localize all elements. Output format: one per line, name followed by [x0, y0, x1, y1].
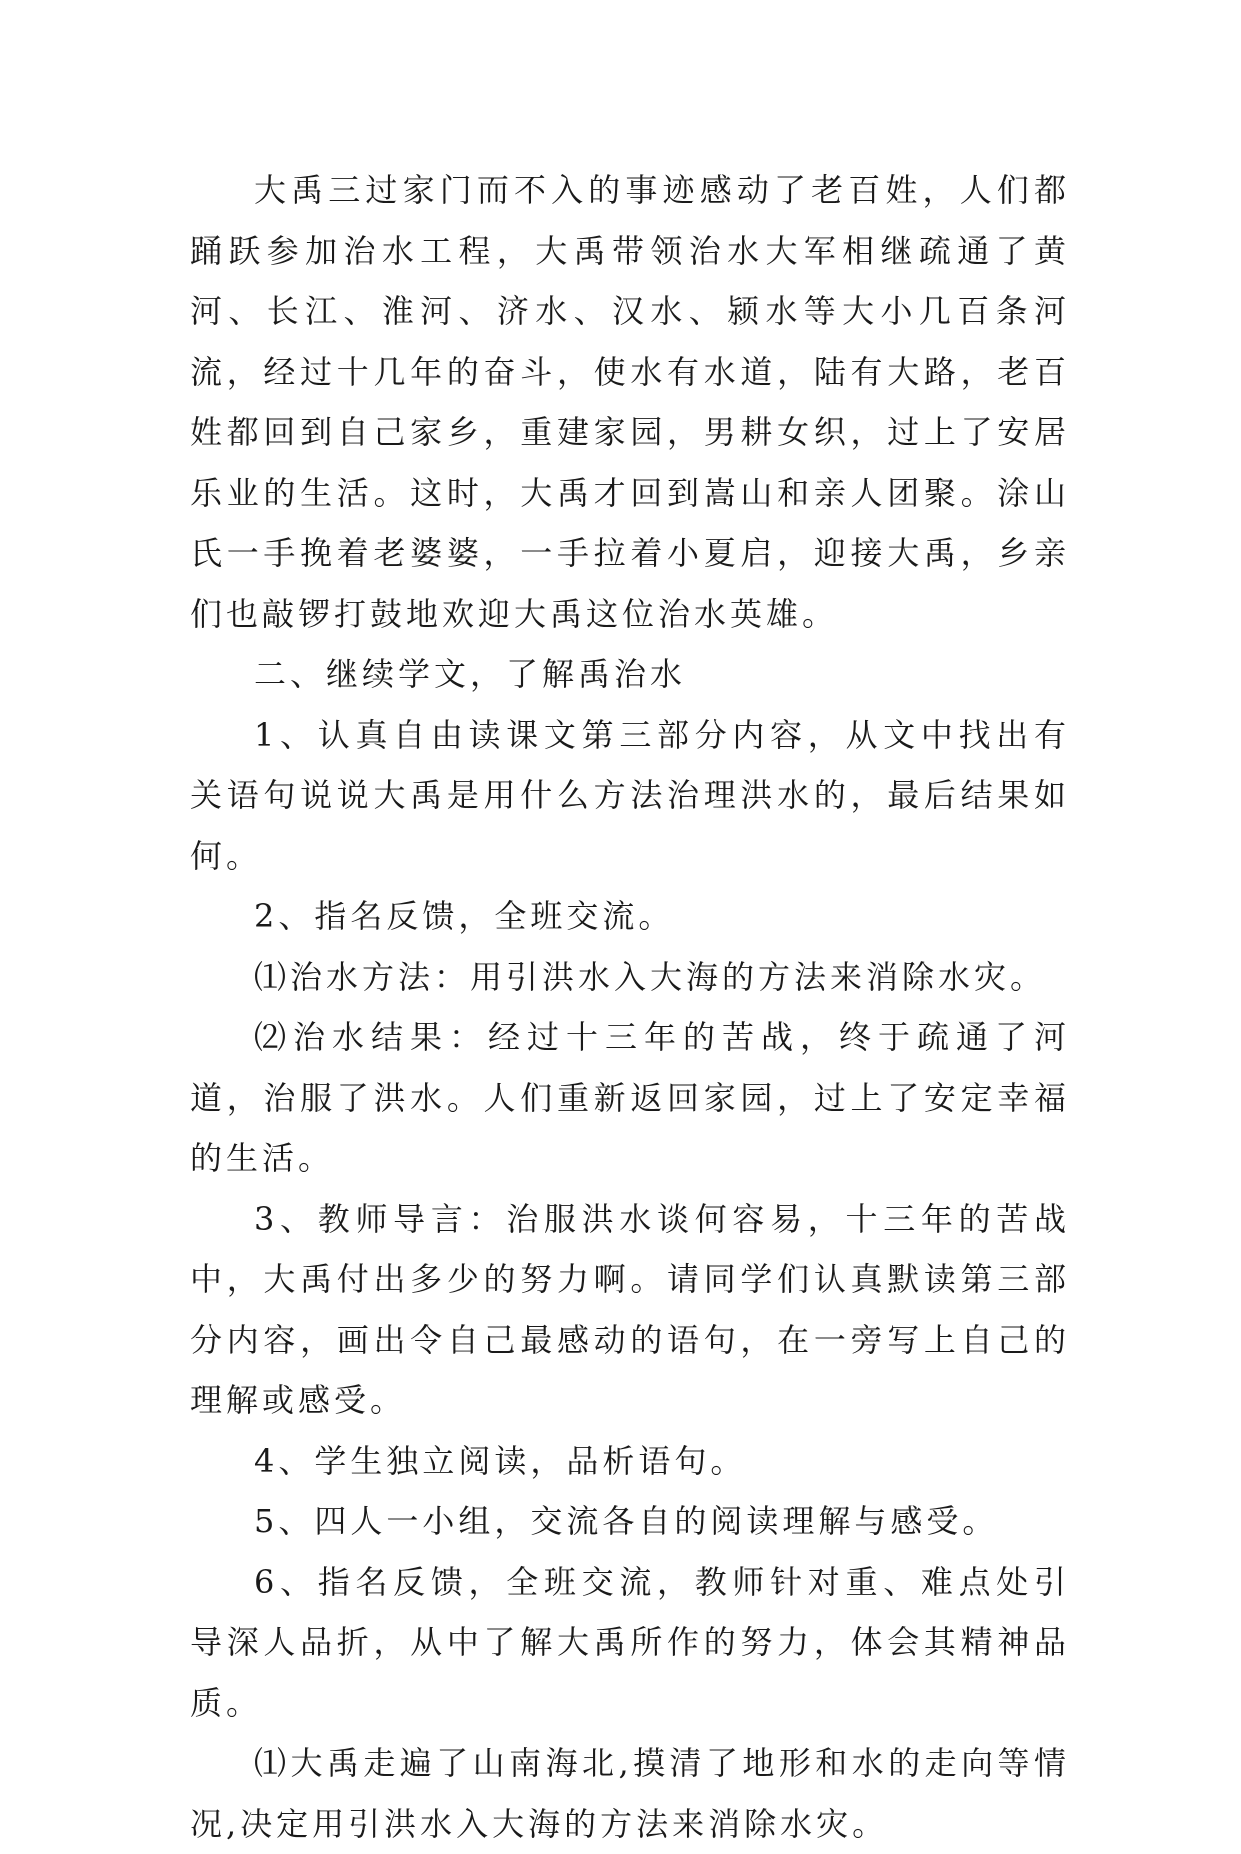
- list-item-5: 5、四人一小组，交流各自的阅读理解与感受。: [254, 1502, 999, 1540]
- sub-item-method: ⑴治水方法：用引洪水入大海的方法来消除水灾。: [254, 957, 1047, 996]
- list-item-1: 1、认真自由读课文第三部分内容，从文中找出有关语句说说大禹是用什么方法治理洪水的，最后结果如何。: [190, 715, 1070, 875]
- sub-item-result: ⑵治水结果：经过十三年的苦战，终于疏通了河道，治服了洪水。人们重新返回家园，过上了安定幸福的生活。: [190, 1018, 1070, 1177]
- paragraph-story-ending: 大禹三过家门而不入的事迹感动了老百姓，人们都踊跃参加治水工程，大禹带领治水大军相继疏通了黄河、长江、淮河、济水、汉水、颍水等大小几百条河流，经过十几年的奋斗，使水有水道，陆有大路，老百姓都回到自己家乡，重建家园，男耕女织，过上了安居乐业的生活。这时，大禹才回到嵩山和亲人团聚。涂山氏一手挽着老婆婆，一手拉着小夏启，迎接大禹，乡亲们也敲锣打鼓地欢迎大禹这位治水英雄。: [190, 171, 1070, 633]
- list-item-3: 3、教师导言：治服洪水谈何容易，十三年的苦战中，大禹付出多少的努力啊。请同学们认真默读第三部分内容，画出令自己最感动的语句，在一旁写上自己的理解或感受。: [190, 1199, 1070, 1419]
- list-item-2: 2、指名反馈，全班交流。: [254, 897, 675, 935]
- document-page: [190, 160, 1070, 1854]
- list-item-6: 6、指名反馈，全班交流，教师针对重、难点处引导深人品折，从中了解大禹所作的努力，体会其精神品质。: [190, 1562, 1070, 1722]
- sub-item-survey: ⑴大禹走遍了山南海北,摸清了地形和水的走向等情况,决定用引洪水入大海的方法来消除水灾。: [190, 1744, 1070, 1843]
- section-heading: 二、继续学文，了解禹治水: [254, 655, 687, 693]
- list-item-4: 4、学生独立阅读，品析语句。: [254, 1441, 747, 1480]
